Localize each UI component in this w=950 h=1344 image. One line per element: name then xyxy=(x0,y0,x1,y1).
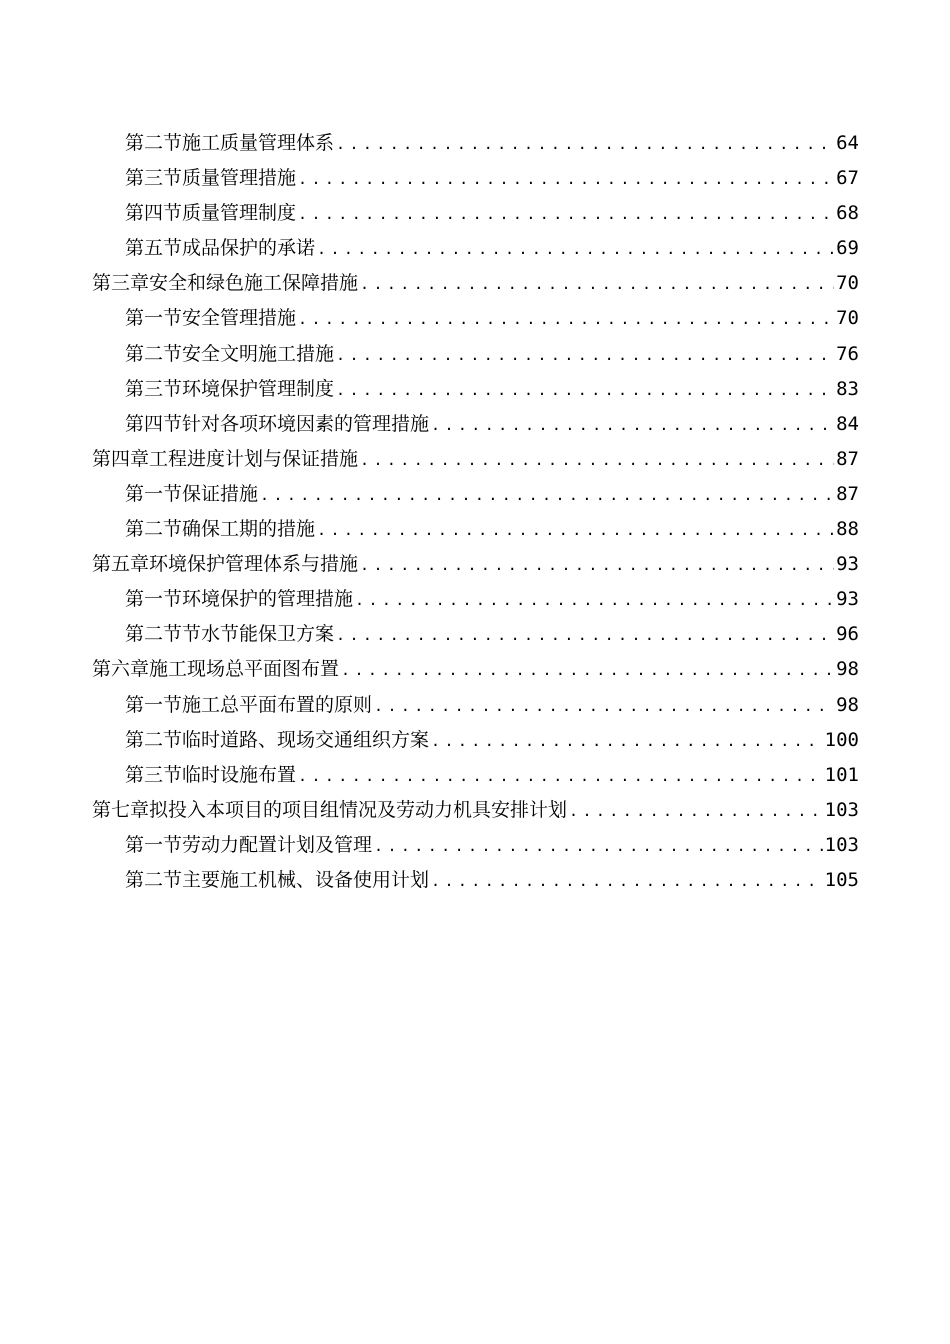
toc-dot-leader xyxy=(429,408,834,442)
toc-dot-leader xyxy=(334,338,834,372)
toc-entry-page: 88 xyxy=(836,518,859,541)
toc-entry-page: 84 xyxy=(836,412,859,435)
toc-entry[interactable] xyxy=(92,828,859,863)
toc-dot-leader xyxy=(358,548,834,582)
toc-entry-page: 69 xyxy=(836,237,859,260)
toc-dot-leader xyxy=(372,689,834,723)
toc-entry-page: 101 xyxy=(824,763,859,786)
toc-entry-page: 70 xyxy=(836,307,859,330)
toc-dot-leader xyxy=(567,794,823,828)
toc-entry-title: 第三章安全和绿色施工保障措施 xyxy=(92,272,359,295)
toc-dot-leader xyxy=(358,443,834,477)
toc-entry-title: 第一节环境保护的管理措施 xyxy=(125,588,354,611)
toc-entry-title: 第三节质量管理措施 xyxy=(125,167,297,190)
toc-entry-page: 98 xyxy=(836,693,859,716)
toc-entry[interactable] xyxy=(92,196,859,231)
toc-entry[interactable] xyxy=(92,582,859,617)
toc-chapter-entry[interactable] xyxy=(92,652,859,687)
toc-dot-leader xyxy=(358,267,834,301)
toc-entry-title: 第一节保证措施 xyxy=(125,482,259,505)
toc-entry-page: 105 xyxy=(824,868,859,891)
toc-entry-page: 96 xyxy=(836,623,859,646)
toc-entry-title: 第五章环境保护管理体系与措施 xyxy=(92,553,359,576)
toc-entry[interactable] xyxy=(92,617,859,652)
toc-entry[interactable] xyxy=(92,477,859,512)
toc-entry[interactable] xyxy=(92,758,859,793)
toc-entry-title: 第二节主要施工机械、设备使用计划 xyxy=(125,868,430,891)
toc-entry-page: 76 xyxy=(836,342,859,365)
toc-entry-title: 第二节安全文明施工措施 xyxy=(125,342,335,365)
toc-entry-page: 103 xyxy=(824,798,859,821)
toc-dot-leader xyxy=(429,724,823,758)
toc-entry[interactable] xyxy=(92,301,859,336)
toc-entry-title: 第四章工程进度计划与保证措施 xyxy=(92,447,359,470)
toc-entry-title: 第一节施工总平面布置的原则 xyxy=(125,693,373,716)
toc-chapter-entry[interactable] xyxy=(92,547,859,582)
toc-entry-page: 87 xyxy=(836,447,859,470)
toc-dot-leader xyxy=(296,162,834,196)
toc-dot-leader xyxy=(296,197,834,231)
toc-entry-title: 第二节节水节能保卫方案 xyxy=(125,623,335,646)
toc-chapter-entry[interactable] xyxy=(92,442,859,477)
toc-entry[interactable] xyxy=(92,688,859,723)
toc-entry-title: 第二节确保工期的措施 xyxy=(125,518,316,541)
toc-entry-page: 87 xyxy=(836,482,859,505)
toc-entry-page: 64 xyxy=(836,132,859,154)
toc-entry-title: 第五节成品保护的承诺 xyxy=(125,237,316,260)
toc-dot-leader xyxy=(353,583,834,617)
toc-dot-leader xyxy=(315,513,834,547)
toc-entry[interactable] xyxy=(92,161,859,196)
toc-dot-leader xyxy=(429,864,823,898)
toc-entry-title: 第二节施工质量管理体系 xyxy=(125,132,335,154)
toc-dot-leader xyxy=(334,618,834,652)
toc-dot-leader xyxy=(334,373,834,407)
toc-entry-page: 67 xyxy=(836,167,859,190)
toc-dot-leader xyxy=(334,127,834,161)
table-of-contents xyxy=(92,126,859,898)
toc-entry-page: 98 xyxy=(836,658,859,681)
toc-entry-title: 第一节劳动力配置计划及管理 xyxy=(125,833,373,856)
toc-entry-title: 第四节质量管理制度 xyxy=(125,202,297,225)
toc-entry-page: 100 xyxy=(824,728,859,751)
toc-entry-title: 第六章施工现场总平面图布置 xyxy=(92,658,340,681)
toc-entry-page: 70 xyxy=(836,272,859,295)
toc-chapter-entry[interactable] xyxy=(92,793,859,828)
toc-entry[interactable] xyxy=(92,337,859,372)
toc-entry-title: 第四节针对各项环境因素的管理措施 xyxy=(125,412,430,435)
toc-entry-title: 第三节临时设施布置 xyxy=(125,763,297,786)
toc-entry[interactable] xyxy=(92,863,859,898)
toc-entry-title: 第三节环境保护管理制度 xyxy=(125,377,335,400)
toc-entry-page: 93 xyxy=(836,588,859,611)
toc-entry-page: 93 xyxy=(836,553,859,576)
toc-entry-title: 第一节安全管理措施 xyxy=(125,307,297,330)
toc-dot-leader xyxy=(296,302,834,336)
toc-entry[interactable] xyxy=(92,372,859,407)
toc-dot-leader xyxy=(296,759,823,793)
toc-dot-leader xyxy=(258,478,834,512)
toc-dot-leader xyxy=(339,653,834,687)
toc-entry[interactable] xyxy=(92,126,859,161)
toc-dot-leader xyxy=(372,829,823,863)
toc-entry[interactable] xyxy=(92,231,859,266)
toc-entry-title: 第七章拟投入本项目的项目组情况及劳动力机具安排计划 xyxy=(92,798,568,821)
toc-chapter-entry[interactable] xyxy=(92,266,859,301)
toc-entry[interactable] xyxy=(92,723,859,758)
toc-entry[interactable] xyxy=(92,407,859,442)
toc-entry-page: 103 xyxy=(824,833,859,856)
toc-entry-page: 68 xyxy=(836,202,859,225)
toc-dot-leader xyxy=(315,232,834,266)
toc-entry-title: 第二节临时道路、现场交通组织方案 xyxy=(125,728,430,751)
toc-entry[interactable] xyxy=(92,512,859,547)
toc-entry-page: 83 xyxy=(836,377,859,400)
